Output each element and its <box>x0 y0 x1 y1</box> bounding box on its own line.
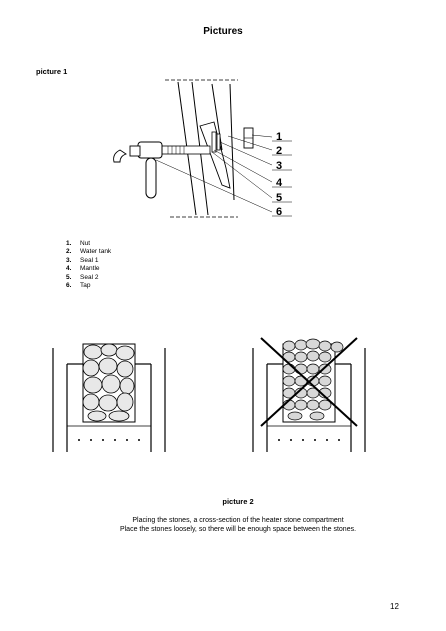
page-title: Pictures <box>203 26 243 37</box>
caption-line-2: Place the stones loosely, so there will be enough space between the stones. <box>119 526 357 533</box>
caption-line-1: Placing the stones, a cross-section of the heater stone compartment <box>132 517 344 524</box>
picture-2-label: picture 2 <box>222 497 254 506</box>
legend-item: 4. Mantle <box>66 265 100 273</box>
legend-item: 2. Water tank <box>66 248 112 256</box>
legend-item: 5. Seal 2 <box>66 273 99 281</box>
legend-item: 3. Seal 1 <box>66 256 99 264</box>
stones-correct-drawing <box>45 330 175 460</box>
legend-item: 1. Nut <box>66 240 91 247</box>
parts-legend <box>66 240 111 290</box>
picture-1-label: picture 1 <box>36 67 68 76</box>
legend-item: 6. Tap <box>66 282 91 290</box>
callout-3: 3 <box>276 160 283 172</box>
stones-incorrect-drawing <box>245 330 375 460</box>
tap-assembly-drawing <box>0 0 446 240</box>
picture-2-caption <box>0 516 446 534</box>
callout-1: 1 <box>276 131 283 143</box>
callout-4: 4 <box>276 177 283 189</box>
callout-2: 2 <box>276 145 283 157</box>
page-number: 12 <box>390 602 399 611</box>
callout-6: 6 <box>276 206 283 218</box>
callout-5: 5 <box>276 192 283 204</box>
